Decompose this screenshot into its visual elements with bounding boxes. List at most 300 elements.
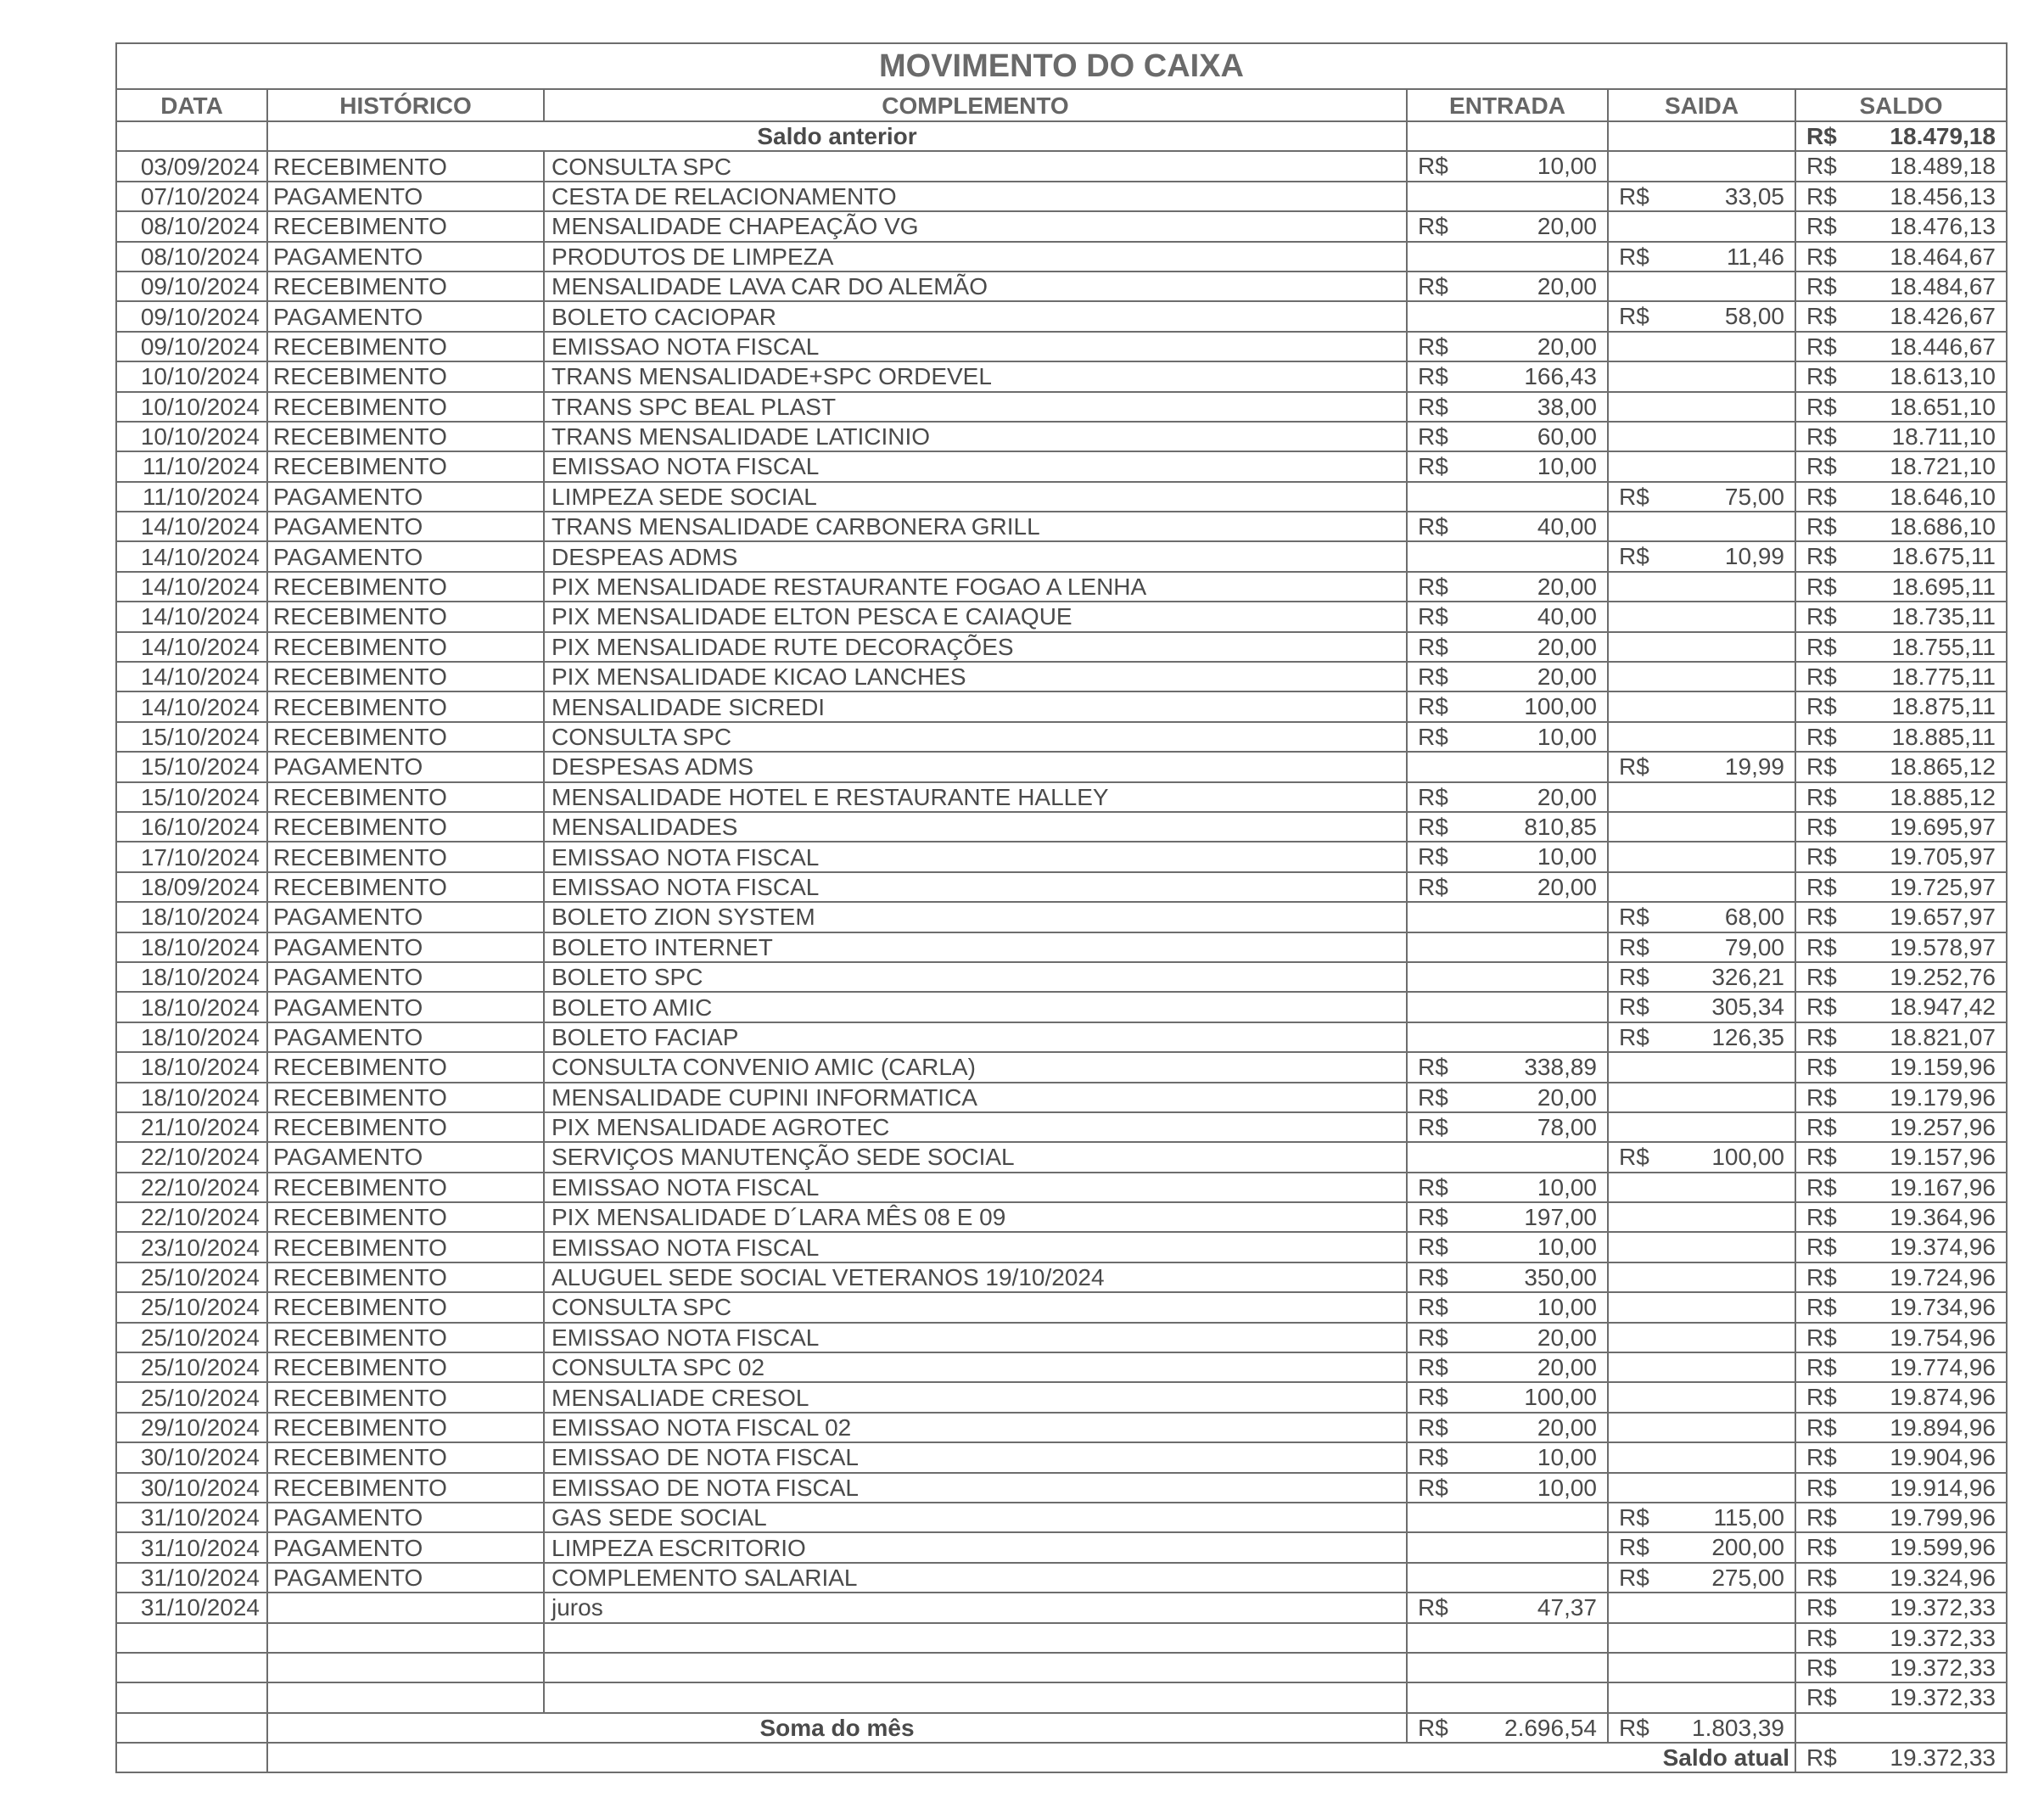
cell-data: 21/10/2024 (116, 1112, 267, 1142)
cell-historico: RECEBIMENTO (267, 782, 544, 812)
cell-saida-amount: 58,00 (1724, 303, 1784, 330)
cell-complemento: CONSULTA CONVENIO AMIC (CARLA) (544, 1052, 1407, 1082)
cell-data: 18/09/2024 (116, 872, 267, 902)
cell-complemento (544, 1653, 1407, 1682)
cell-saldo-amount: 19.657,97 (1890, 904, 1996, 931)
saldo-atual-row (116, 1743, 2007, 1772)
saldo-anterior-row (116, 121, 2007, 151)
header-entrada: ENTRADA (1407, 89, 1608, 121)
table-row (116, 902, 2007, 932)
cell-entrada (1407, 242, 1608, 272)
cell-entrada (1407, 992, 1608, 1022)
cell-historico: PAGAMENTO (267, 182, 544, 211)
cell-entrada (1407, 1593, 1608, 1622)
currency-symbol: R$ (1418, 1294, 1448, 1321)
cell-historico: PAGAMENTO (267, 1142, 544, 1172)
cell-historico: PAGAMENTO (267, 541, 544, 571)
cell-saida (1608, 541, 1795, 571)
cell-complemento: EMISSAO NOTA FISCAL (544, 872, 1407, 902)
cell-saida (1608, 722, 1795, 752)
cell-saldo (1795, 1173, 2007, 1202)
cell-entrada-amount: 10,00 (1537, 1234, 1597, 1261)
cell-entrada (1407, 211, 1608, 241)
cell-entrada (1407, 1323, 1608, 1352)
cell-saldo-amount: 18.456,13 (1890, 182, 1996, 210)
cell-complemento: TRANS SPC BEAL PLAST (544, 392, 1407, 422)
cell-historico: RECEBIMENTO (267, 691, 544, 721)
cell-complemento: ALUGUEL SEDE SOCIAL VETERANOS 19/10/2024 (544, 1262, 1407, 1292)
cell-historico: RECEBIMENTO (267, 632, 544, 662)
cell-saldo (1795, 872, 2007, 902)
currency-symbol: R$ (1806, 1474, 1837, 1501)
cell-saida (1608, 482, 1795, 512)
cell-entrada (1407, 1022, 1608, 1052)
table-row (116, 392, 2007, 422)
table-row (116, 1473, 2007, 1503)
cell-entrada (1407, 842, 1608, 871)
table-row (116, 1112, 2007, 1142)
cell-saldo-amount: 19.179,96 (1890, 1083, 1996, 1111)
cell-complemento: PIX MENSALIDADE D´LARA MÊS 08 E 09 (544, 1202, 1407, 1232)
cell-saida (1608, 1442, 1795, 1472)
cell-complemento: CESTA DE RELACIONAMENTO (544, 182, 1407, 211)
cell-complemento: PIX MENSALIDADE KICAO LANCHES (544, 662, 1407, 691)
cell-entrada (1407, 572, 1608, 602)
cell-data: 14/10/2024 (116, 662, 267, 691)
cell-saldo-amount: 18.613,10 (1890, 363, 1996, 390)
cell-entrada (1407, 752, 1608, 781)
cell-saldo-amount: 18.686,10 (1890, 513, 1996, 540)
cell-data: 18/10/2024 (116, 932, 267, 962)
cell-entrada (1407, 691, 1608, 721)
cell-historico: PAGAMENTO (267, 242, 544, 272)
currency-symbol: R$ (1418, 723, 1448, 750)
cell-entrada (1407, 1563, 1608, 1593)
cell-saldo (1795, 1473, 2007, 1503)
cell-entrada (1407, 962, 1608, 992)
cell-historico: RECEBIMENTO (267, 1052, 544, 1082)
cell-saldo-amount: 19.374,96 (1890, 1234, 1996, 1261)
currency-symbol: R$ (1418, 1414, 1448, 1441)
cell-saldo-amount: 18.651,10 (1890, 393, 1996, 420)
table-row (116, 872, 2007, 902)
currency-symbol: R$ (1418, 1234, 1448, 1261)
currency-symbol: R$ (1806, 123, 1837, 149)
cell-saida (1608, 1593, 1795, 1622)
table-row (116, 842, 2007, 871)
cell-saldo (1795, 1262, 2007, 1292)
cell-entrada-amount: 10,00 (1537, 1474, 1597, 1501)
currency-symbol: R$ (1806, 693, 1837, 720)
currency-symbol: R$ (1619, 753, 1649, 781)
cell-entrada (1407, 1202, 1608, 1232)
cell-entrada (1407, 1653, 1608, 1682)
cell-saldo-amount: 19.705,97 (1890, 843, 1996, 871)
cell-entrada-amount: 20,00 (1537, 873, 1597, 900)
cell-saldo (1795, 1323, 2007, 1352)
cell-saldo (1795, 1232, 2007, 1262)
cell-saldo (1795, 632, 2007, 662)
cell-entrada (1407, 332, 1608, 361)
cell-entrada-amount: 60,00 (1537, 423, 1597, 450)
cell-saldo-amount: 18.735,11 (1891, 603, 1996, 630)
cell-entrada (1407, 1503, 1608, 1532)
transaction-rows (116, 151, 2007, 1712)
table-row (116, 301, 2007, 331)
currency-symbol: R$ (1418, 1474, 1448, 1501)
cell-complemento: BOLETO AMIC (544, 992, 1407, 1022)
cell-complemento: TRANS MENSALIDADE+SPC ORDEVEL (544, 361, 1407, 391)
currency-symbol: R$ (1418, 153, 1448, 180)
cell-complemento: LIMPEZA ESCRITORIO (544, 1532, 1407, 1562)
cell-saida-amount: 126,35 (1711, 1023, 1784, 1050)
currency-symbol: R$ (1806, 1384, 1837, 1411)
cell-complemento: EMISSAO DE NOTA FISCAL (544, 1442, 1407, 1472)
cell-historico: RECEBIMENTO (267, 722, 544, 752)
table-row (116, 1083, 2007, 1112)
cell-entrada (1407, 1382, 1608, 1412)
cell-complemento: PIX MENSALIDADE RESTAURANTE FOGAO A LENHA (544, 572, 1407, 602)
cell-saldo-amount: 19.372,33 (1890, 1684, 1996, 1711)
cell-saldo (1795, 151, 2007, 181)
cell-complemento: BOLETO ZION SYSTEM (544, 902, 1407, 932)
table-row (116, 242, 2007, 272)
currency-symbol: R$ (1619, 1503, 1649, 1531)
currency-symbol: R$ (1806, 573, 1837, 600)
cell-data: 18/10/2024 (116, 992, 267, 1022)
cell-saldo-amount: 19.914,96 (1890, 1474, 1996, 1501)
currency-symbol: R$ (1418, 213, 1448, 240)
cell-complemento: CONSULTA SPC 02 (544, 1352, 1407, 1382)
table-row (116, 451, 2007, 481)
table-row (116, 1413, 2007, 1442)
currency-symbol: R$ (1418, 1204, 1448, 1231)
table-row (116, 422, 2007, 451)
cell-saldo (1795, 182, 2007, 211)
cell-saldo-amount: 18.885,12 (1890, 783, 1996, 810)
cell-entrada (1407, 662, 1608, 691)
cell-saldo-amount: 19.695,97 (1890, 813, 1996, 840)
cell-historico (267, 1593, 544, 1622)
cell-saldo (1795, 1022, 2007, 1052)
cell-data: 14/10/2024 (116, 572, 267, 602)
cell-historico: PAGAMENTO (267, 1532, 544, 1562)
cell-saldo-amount: 18.446,67 (1890, 333, 1996, 360)
cell-saida-amount: 68,00 (1724, 904, 1784, 931)
cell-historico: RECEBIMENTO (267, 422, 544, 451)
cell-entrada (1407, 1532, 1608, 1562)
cell-saldo (1795, 1623, 2007, 1653)
cell-entrada (1407, 812, 1608, 842)
cell-saldo-amount: 19.725,97 (1890, 873, 1996, 900)
cell-saida (1608, 1653, 1795, 1682)
currency-symbol: R$ (1806, 453, 1837, 480)
currency-symbol: R$ (1619, 1144, 1649, 1171)
cell-saida-amount: 10,99 (1724, 543, 1784, 570)
table-row (116, 782, 2007, 812)
currency-symbol: R$ (1806, 1204, 1837, 1231)
cell-entrada-amount: 100,00 (1524, 693, 1597, 720)
cell-entrada (1407, 301, 1608, 331)
cell-data (116, 1653, 267, 1682)
cell-data: 22/10/2024 (116, 1202, 267, 1232)
cell-saida (1608, 242, 1795, 272)
table-row (116, 1173, 2007, 1202)
cell-data: 23/10/2024 (116, 1232, 267, 1262)
soma-saida-amount: 1.803,39 (1692, 1714, 1784, 1741)
cell-data: 31/10/2024 (116, 1503, 267, 1532)
cell-historico: RECEBIMENTO (267, 1382, 544, 1412)
cell-saldo-amount: 19.364,96 (1890, 1204, 1996, 1231)
cell-saldo-amount: 18.426,67 (1890, 303, 1996, 330)
cell-complemento: MENSALIADE CRESOL (544, 1382, 1407, 1412)
currency-symbol: R$ (1806, 483, 1837, 510)
cell-historico: RECEBIMENTO (267, 1173, 544, 1202)
table-row (116, 211, 2007, 241)
cell-complemento: CONSULTA SPC (544, 1292, 1407, 1322)
cell-data: 16/10/2024 (116, 812, 267, 842)
currency-symbol: R$ (1806, 663, 1837, 691)
cell-saldo (1795, 1442, 2007, 1472)
cell-saida (1608, 1142, 1795, 1172)
cell-saldo-amount: 19.159,96 (1890, 1054, 1996, 1081)
table-row (116, 512, 2007, 541)
table-row (116, 602, 2007, 631)
saldo-atual-amount: 19.372,33 (1890, 1744, 1996, 1772)
cell-saldo (1795, 332, 2007, 361)
cell-saldo (1795, 1413, 2007, 1442)
table-row (116, 1292, 2007, 1322)
cell-saldo-amount: 18.675,11 (1891, 543, 1996, 570)
cell-complemento: juros (544, 1593, 1407, 1622)
currency-symbol: R$ (1418, 393, 1448, 420)
cell-entrada-amount: 40,00 (1537, 603, 1597, 630)
currency-symbol: R$ (1418, 573, 1448, 600)
cell-saldo (1795, 1563, 2007, 1593)
cell-data (116, 1682, 267, 1712)
cell-entrada-amount: 20,00 (1537, 213, 1597, 240)
cell-data: 18/10/2024 (116, 962, 267, 992)
currency-symbol: R$ (1806, 1263, 1837, 1290)
cell-entrada (1407, 1142, 1608, 1172)
table-row (116, 1262, 2007, 1292)
cell-data: 22/10/2024 (116, 1142, 267, 1172)
cell-entrada-amount: 20,00 (1537, 783, 1597, 810)
cell-entrada (1407, 932, 1608, 962)
cell-complemento: EMISSAO NOTA FISCAL (544, 332, 1407, 361)
cell-saida (1608, 932, 1795, 962)
cell-historico: PAGAMENTO (267, 301, 544, 331)
cell-saldo-amount: 18.464,67 (1890, 243, 1996, 270)
cell-saida (1608, 1202, 1795, 1232)
cell-data: 29/10/2024 (116, 1413, 267, 1442)
cell-entrada-amount: 20,00 (1537, 663, 1597, 691)
cell-entrada (1407, 151, 1608, 181)
currency-symbol: R$ (1619, 303, 1649, 330)
cell-historico: RECEBIMENTO (267, 1352, 544, 1382)
cell-saldo-amount: 18.775,11 (1891, 663, 1996, 691)
cell-saida (1608, 992, 1795, 1022)
currency-symbol: R$ (1806, 363, 1837, 390)
cell-saida (1608, 151, 1795, 181)
table-row (116, 361, 2007, 391)
table-row (116, 1142, 2007, 1172)
header-historico: HISTÓRICO (267, 89, 544, 121)
currency-symbol: R$ (1806, 393, 1837, 420)
cell-saida (1608, 332, 1795, 361)
cell-complemento: EMISSAO NOTA FISCAL (544, 1173, 1407, 1202)
cell-saldo-amount: 19.372,33 (1890, 1594, 1996, 1621)
currency-symbol: R$ (1619, 1714, 1649, 1741)
cell-historico: RECEBIMENTO (267, 572, 544, 602)
cell-entrada-amount: 38,00 (1537, 393, 1597, 420)
cell-saida (1608, 1112, 1795, 1142)
cell-data: 09/10/2024 (116, 332, 267, 361)
cell-saida (1608, 1083, 1795, 1112)
table-row (116, 992, 2007, 1022)
cell-complemento: TRANS MENSALIDADE LATICINIO (544, 422, 1407, 451)
cell-historico (267, 1623, 544, 1653)
cell-entrada-amount: 10,00 (1537, 1294, 1597, 1321)
cell-saldo-amount: 19.734,96 (1890, 1294, 1996, 1321)
cell-saldo (1795, 451, 2007, 481)
currency-symbol: R$ (1619, 963, 1649, 990)
currency-symbol: R$ (1806, 1054, 1837, 1081)
cell-entrada-amount: 100,00 (1524, 1384, 1597, 1411)
cell-complemento: EMISSAO NOTA FISCAL (544, 842, 1407, 871)
cell-entrada-amount: 10,00 (1537, 453, 1597, 480)
soma-do-mes-label: Soma do mês (267, 1713, 1407, 1743)
cell-entrada-amount: 197,00 (1524, 1204, 1597, 1231)
currency-symbol: R$ (1619, 483, 1649, 510)
cell-saldo (1795, 932, 2007, 962)
cell-saldo (1795, 242, 2007, 272)
currency-symbol: R$ (1619, 1564, 1649, 1591)
cell-saldo (1795, 361, 2007, 391)
cell-saldo (1795, 1352, 2007, 1382)
currency-symbol: R$ (1418, 1083, 1448, 1111)
cell-historico: RECEBIMENTO (267, 1232, 544, 1262)
currency-symbol: R$ (1418, 1594, 1448, 1621)
table-row (116, 1682, 2007, 1712)
cell-complemento: PIX MENSALIDADE AGROTEC (544, 1112, 1407, 1142)
table-row (116, 1442, 2007, 1472)
cell-entrada (1407, 422, 1608, 451)
currency-symbol: R$ (1806, 963, 1837, 990)
cell-historico: PAGAMENTO (267, 1563, 544, 1593)
cell-saldo (1795, 1292, 2007, 1322)
currency-symbol: R$ (1418, 1354, 1448, 1381)
currency-symbol: R$ (1806, 1113, 1837, 1140)
table-row (116, 662, 2007, 691)
cell-saldo-amount: 18.721,10 (1890, 453, 1996, 480)
currency-symbol: R$ (1619, 182, 1649, 210)
cell-entrada (1407, 392, 1608, 422)
cell-saldo-amount: 18.484,67 (1890, 272, 1996, 300)
cell-saida-amount: 200,00 (1711, 1534, 1784, 1561)
cell-data: 14/10/2024 (116, 512, 267, 541)
cell-saldo-amount: 18.711,10 (1891, 423, 1996, 450)
cell-complemento (544, 1623, 1407, 1653)
cell-saida (1608, 422, 1795, 451)
cell-historico: RECEBIMENTO (267, 392, 544, 422)
cell-complemento: MENSALIDADE CUPINI INFORMATICA (544, 1083, 1407, 1112)
cell-data: 30/10/2024 (116, 1473, 267, 1503)
cell-entrada-amount: 810,85 (1524, 813, 1597, 840)
header-data: DATA (116, 89, 267, 121)
currency-symbol: R$ (1418, 1054, 1448, 1081)
table-row (116, 1623, 2007, 1653)
cell-saida (1608, 902, 1795, 932)
table-row (116, 1202, 2007, 1232)
currency-symbol: R$ (1806, 994, 1837, 1021)
cell-saldo-amount: 19.724,96 (1890, 1263, 1996, 1290)
cell-saida (1608, 1232, 1795, 1262)
currency-symbol: R$ (1806, 543, 1837, 570)
cell-entrada (1407, 1173, 1608, 1202)
cell-entrada-amount: 20,00 (1537, 573, 1597, 600)
cell-saldo (1795, 722, 2007, 752)
currency-symbol: R$ (1806, 182, 1837, 210)
cell-saida (1608, 1022, 1795, 1052)
cell-data: 22/10/2024 (116, 1173, 267, 1202)
table-row (116, 482, 2007, 512)
cell-saldo-amount: 18.695,11 (1891, 573, 1996, 600)
cell-historico: PAGAMENTO (267, 512, 544, 541)
header-saida: SAIDA (1608, 89, 1795, 121)
cell-data: 25/10/2024 (116, 1323, 267, 1352)
cell-saldo (1795, 1503, 2007, 1532)
cell-saida (1608, 572, 1795, 602)
cell-saldo (1795, 482, 2007, 512)
currency-symbol: R$ (1418, 1384, 1448, 1411)
cell-data: 11/10/2024 (116, 482, 267, 512)
currency-symbol: R$ (1418, 633, 1448, 660)
currency-symbol: R$ (1619, 1534, 1649, 1561)
cell-complemento: MENSALIDADE LAVA CAR DO ALEMÃO (544, 272, 1407, 301)
cell-saida (1608, 272, 1795, 301)
cell-entrada (1407, 872, 1608, 902)
cell-saldo-amount: 18.646,10 (1890, 483, 1996, 510)
cell-saida-amount: 79,00 (1724, 933, 1784, 960)
currency-symbol: R$ (1418, 453, 1448, 480)
cell-historico: RECEBIMENTO (267, 812, 544, 842)
cell-historico: RECEBIMENTO (267, 602, 544, 631)
cell-historico: RECEBIMENTO (267, 272, 544, 301)
currency-symbol: R$ (1418, 693, 1448, 720)
cell-saida (1608, 691, 1795, 721)
table-row (116, 1563, 2007, 1593)
cell-saldo (1795, 272, 2007, 301)
cell-saldo (1795, 392, 2007, 422)
cell-data: 15/10/2024 (116, 752, 267, 781)
cell-data: 09/10/2024 (116, 301, 267, 331)
cell-entrada (1407, 1682, 1608, 1712)
currency-symbol: R$ (1806, 1354, 1837, 1381)
currency-symbol: R$ (1418, 663, 1448, 691)
saldo-atual-label: Saldo atual (267, 1743, 1795, 1772)
cell-complemento: BOLETO CACIOPAR (544, 301, 1407, 331)
cell-historico (267, 1682, 544, 1712)
currency-symbol: R$ (1418, 873, 1448, 900)
cell-saida (1608, 1503, 1795, 1532)
currency-symbol: R$ (1418, 423, 1448, 450)
currency-symbol: R$ (1418, 333, 1448, 360)
table-row (116, 722, 2007, 752)
currency-symbol: R$ (1806, 153, 1837, 180)
header-complemento: COMPLEMENTO (544, 89, 1407, 121)
cell-complemento: TRANS MENSALIDADE CARBONERA GRILL (544, 512, 1407, 541)
